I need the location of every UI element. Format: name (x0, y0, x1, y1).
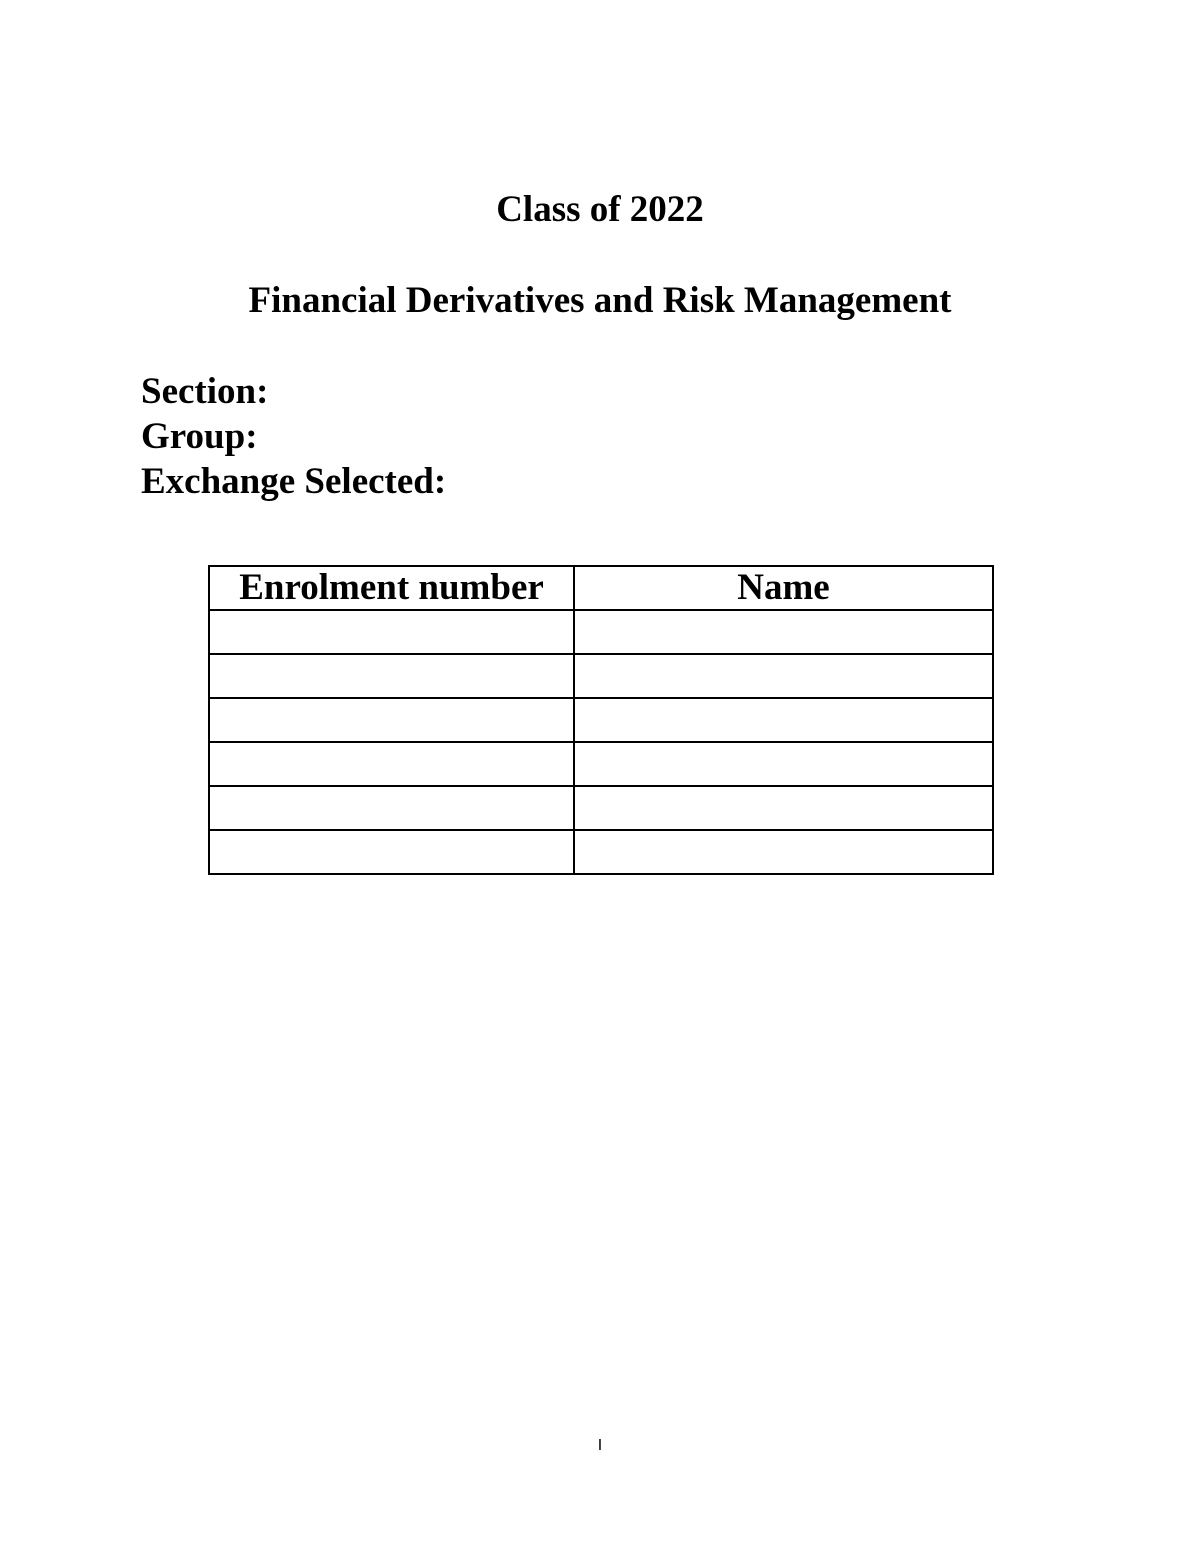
name-cell (574, 610, 993, 654)
name-cell (574, 698, 993, 742)
name-header: Name (574, 566, 993, 610)
name-cell (574, 786, 993, 830)
enrolment-number-cell (209, 610, 574, 654)
course-title: Financial Derivatives and Risk Management (248, 280, 952, 321)
name-cell (574, 654, 993, 698)
enrolment-number-header: Enrolment number (209, 566, 574, 610)
table-row (209, 786, 993, 830)
exchange-selected-label: Exchange Selected: (141, 461, 447, 502)
table-row (209, 610, 993, 654)
class-title: Class of 2022 (496, 189, 704, 230)
name-cell (574, 830, 993, 874)
table-row (209, 742, 993, 786)
enrolment-number-cell (209, 742, 574, 786)
member-table (208, 565, 994, 875)
group-info-fields (141, 369, 446, 504)
table-row (209, 654, 993, 698)
name-cell (574, 742, 993, 786)
enrolment-number-cell (209, 786, 574, 830)
enrolment-number-cell (209, 698, 574, 742)
page-number: I (597, 1437, 603, 1454)
enrolment-number-cell (209, 830, 574, 874)
section-label: Section: (141, 371, 269, 412)
table-header-row (209, 566, 993, 610)
enrolment-number-cell (209, 654, 574, 698)
table-row (209, 830, 993, 874)
table-row (209, 698, 993, 742)
group-label: Group: (141, 416, 258, 457)
